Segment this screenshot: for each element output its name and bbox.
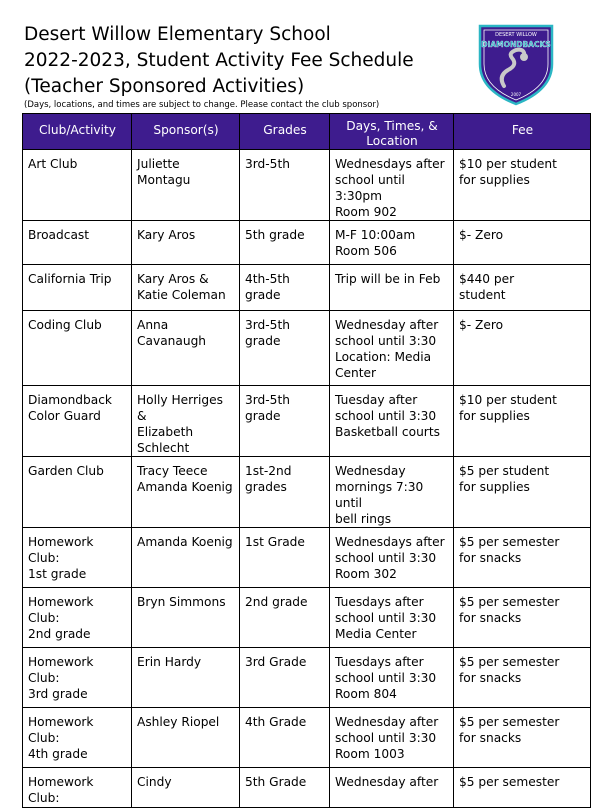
fee-cell: $5 per semester	[454, 768, 591, 808]
fee-cell: $10 per student for supplies	[454, 386, 591, 457]
table-row	[23, 311, 591, 386]
sponsor-cell: Anna Cavanaugh	[132, 311, 240, 386]
table-row	[23, 457, 591, 528]
club-cell: Art Club	[23, 150, 132, 221]
fee-cell: $10 per student for supplies	[454, 150, 591, 221]
sponsor-cell: Amanda Koenig	[132, 528, 240, 588]
fee-cell: $5 per semester for snacks	[454, 588, 591, 648]
table-row	[23, 386, 591, 457]
club-cell: Homework Club:	[23, 768, 132, 808]
club-cell: Garden Club	[23, 457, 132, 528]
table-row	[23, 648, 591, 708]
schedule-cell: Tuesday after school until 3:30 Basketball courts	[330, 386, 454, 457]
logo-top-text: DESERT WILLOW	[495, 32, 537, 38]
fee-cell: $5 per semester for snacks	[454, 648, 591, 708]
header-sponsor: Sponsor(s)	[132, 114, 240, 150]
club-cell: Diamondback Color Guard	[23, 386, 132, 457]
schedule-cell: Tuesdays after school until 3:30 Media Center	[330, 588, 454, 648]
grades-cell: 3rd-5th grade	[240, 386, 330, 457]
schedule-cell: Wednesday after school until 3:30 Room 1003	[330, 708, 454, 768]
logo-year: 2007	[510, 92, 522, 97]
club-cell: Homework Club: 3rd grade	[23, 648, 132, 708]
sponsor-cell: Erin Hardy	[132, 648, 240, 708]
sponsor-cell: Kary Aros & Katie Coleman	[132, 265, 240, 311]
fee-cell: $440 per student	[454, 265, 591, 311]
fee-cell: $5 per student for supplies	[454, 457, 591, 528]
sponsor-cell: Ashley Riopel	[132, 708, 240, 768]
table-row	[23, 528, 591, 588]
grades-cell: 5th grade	[240, 221, 330, 265]
schedule-cell: Wednesdays after school until 3:30pm Room 902	[330, 150, 454, 221]
grades-cell: 2nd grade	[240, 588, 330, 648]
fee-schedule-table	[22, 113, 591, 808]
club-cell: Homework Club: 4th grade	[23, 708, 132, 768]
fee-cell: $- Zero	[454, 311, 591, 386]
fee-cell: $5 per semester for snacks	[454, 708, 591, 768]
club-cell: Coding Club	[23, 311, 132, 386]
schedule-cell: Wednesday mornings 7:30 until bell rings	[330, 457, 454, 528]
disclaimer-note: (Days, locations, and times are subject to change. Please contact the club sponsor)	[24, 100, 380, 110]
table-header-row	[23, 114, 591, 150]
club-cell: California Trip	[23, 265, 132, 311]
fee-cell: $- Zero	[454, 221, 591, 265]
table-row	[23, 768, 591, 808]
grades-cell: 1st Grade	[240, 528, 330, 588]
sponsor-cell: Cindy	[132, 768, 240, 808]
sponsor-cell: Bryn Simmons	[132, 588, 240, 648]
schedule-cell: M-F 10:00am Room 506	[330, 221, 454, 265]
club-cell: Broadcast	[23, 221, 132, 265]
schedule-cell: Wednesdays after school until 3:30 Room 302	[330, 528, 454, 588]
schedule-cell: Trip will be in Feb	[330, 265, 454, 311]
sponsor-cell: Holly Herriges & Elizabeth Schlecht	[132, 386, 240, 457]
club-cell: Homework Club: 2nd grade	[23, 588, 132, 648]
table-row	[23, 150, 591, 221]
sponsor-cell: Juliette Montagu	[132, 150, 240, 221]
grades-cell: 1st-2nd grades	[240, 457, 330, 528]
header-fee: Fee	[454, 114, 591, 150]
grades-cell: 5th Grade	[240, 768, 330, 808]
schedule-cell: Tuesdays after school until 3:30 Room 804	[330, 648, 454, 708]
table-row	[23, 265, 591, 311]
schedule-subtitle: (Teacher Sponsored Activities)	[24, 76, 305, 97]
grades-cell: 3rd-5th	[240, 150, 330, 221]
schedule-cell: Wednesday after school until 3:30 Location: Media Center	[330, 311, 454, 386]
schedule-title: 2022-2023, Student Activity Fee Schedule	[24, 50, 414, 71]
table-row	[23, 708, 591, 768]
fee-cell: $5 per semester for snacks	[454, 528, 591, 588]
schedule-cell: Wednesday after	[330, 768, 454, 808]
header-grades: Grades	[240, 114, 330, 150]
table-row	[23, 221, 591, 265]
grades-cell: 4th-5th grade	[240, 265, 330, 311]
logo-team-name: DIAMONDBACKS	[481, 40, 551, 49]
club-cell: Homework Club: 1st grade	[23, 528, 132, 588]
header-days: Days, Times, & Location	[330, 114, 454, 150]
header-club: Club/Activity	[23, 114, 132, 150]
school-name: Desert Willow Elementary School	[24, 24, 331, 45]
grades-cell: 3rd Grade	[240, 648, 330, 708]
sponsor-cell: Tracy Teece Amanda Koenig	[132, 457, 240, 528]
grades-cell: 3rd-5th grade	[240, 311, 330, 386]
table-row	[23, 588, 591, 648]
grades-cell: 4th Grade	[240, 708, 330, 768]
sponsor-cell: Kary Aros	[132, 221, 240, 265]
diamondbacks-logo	[474, 20, 558, 106]
